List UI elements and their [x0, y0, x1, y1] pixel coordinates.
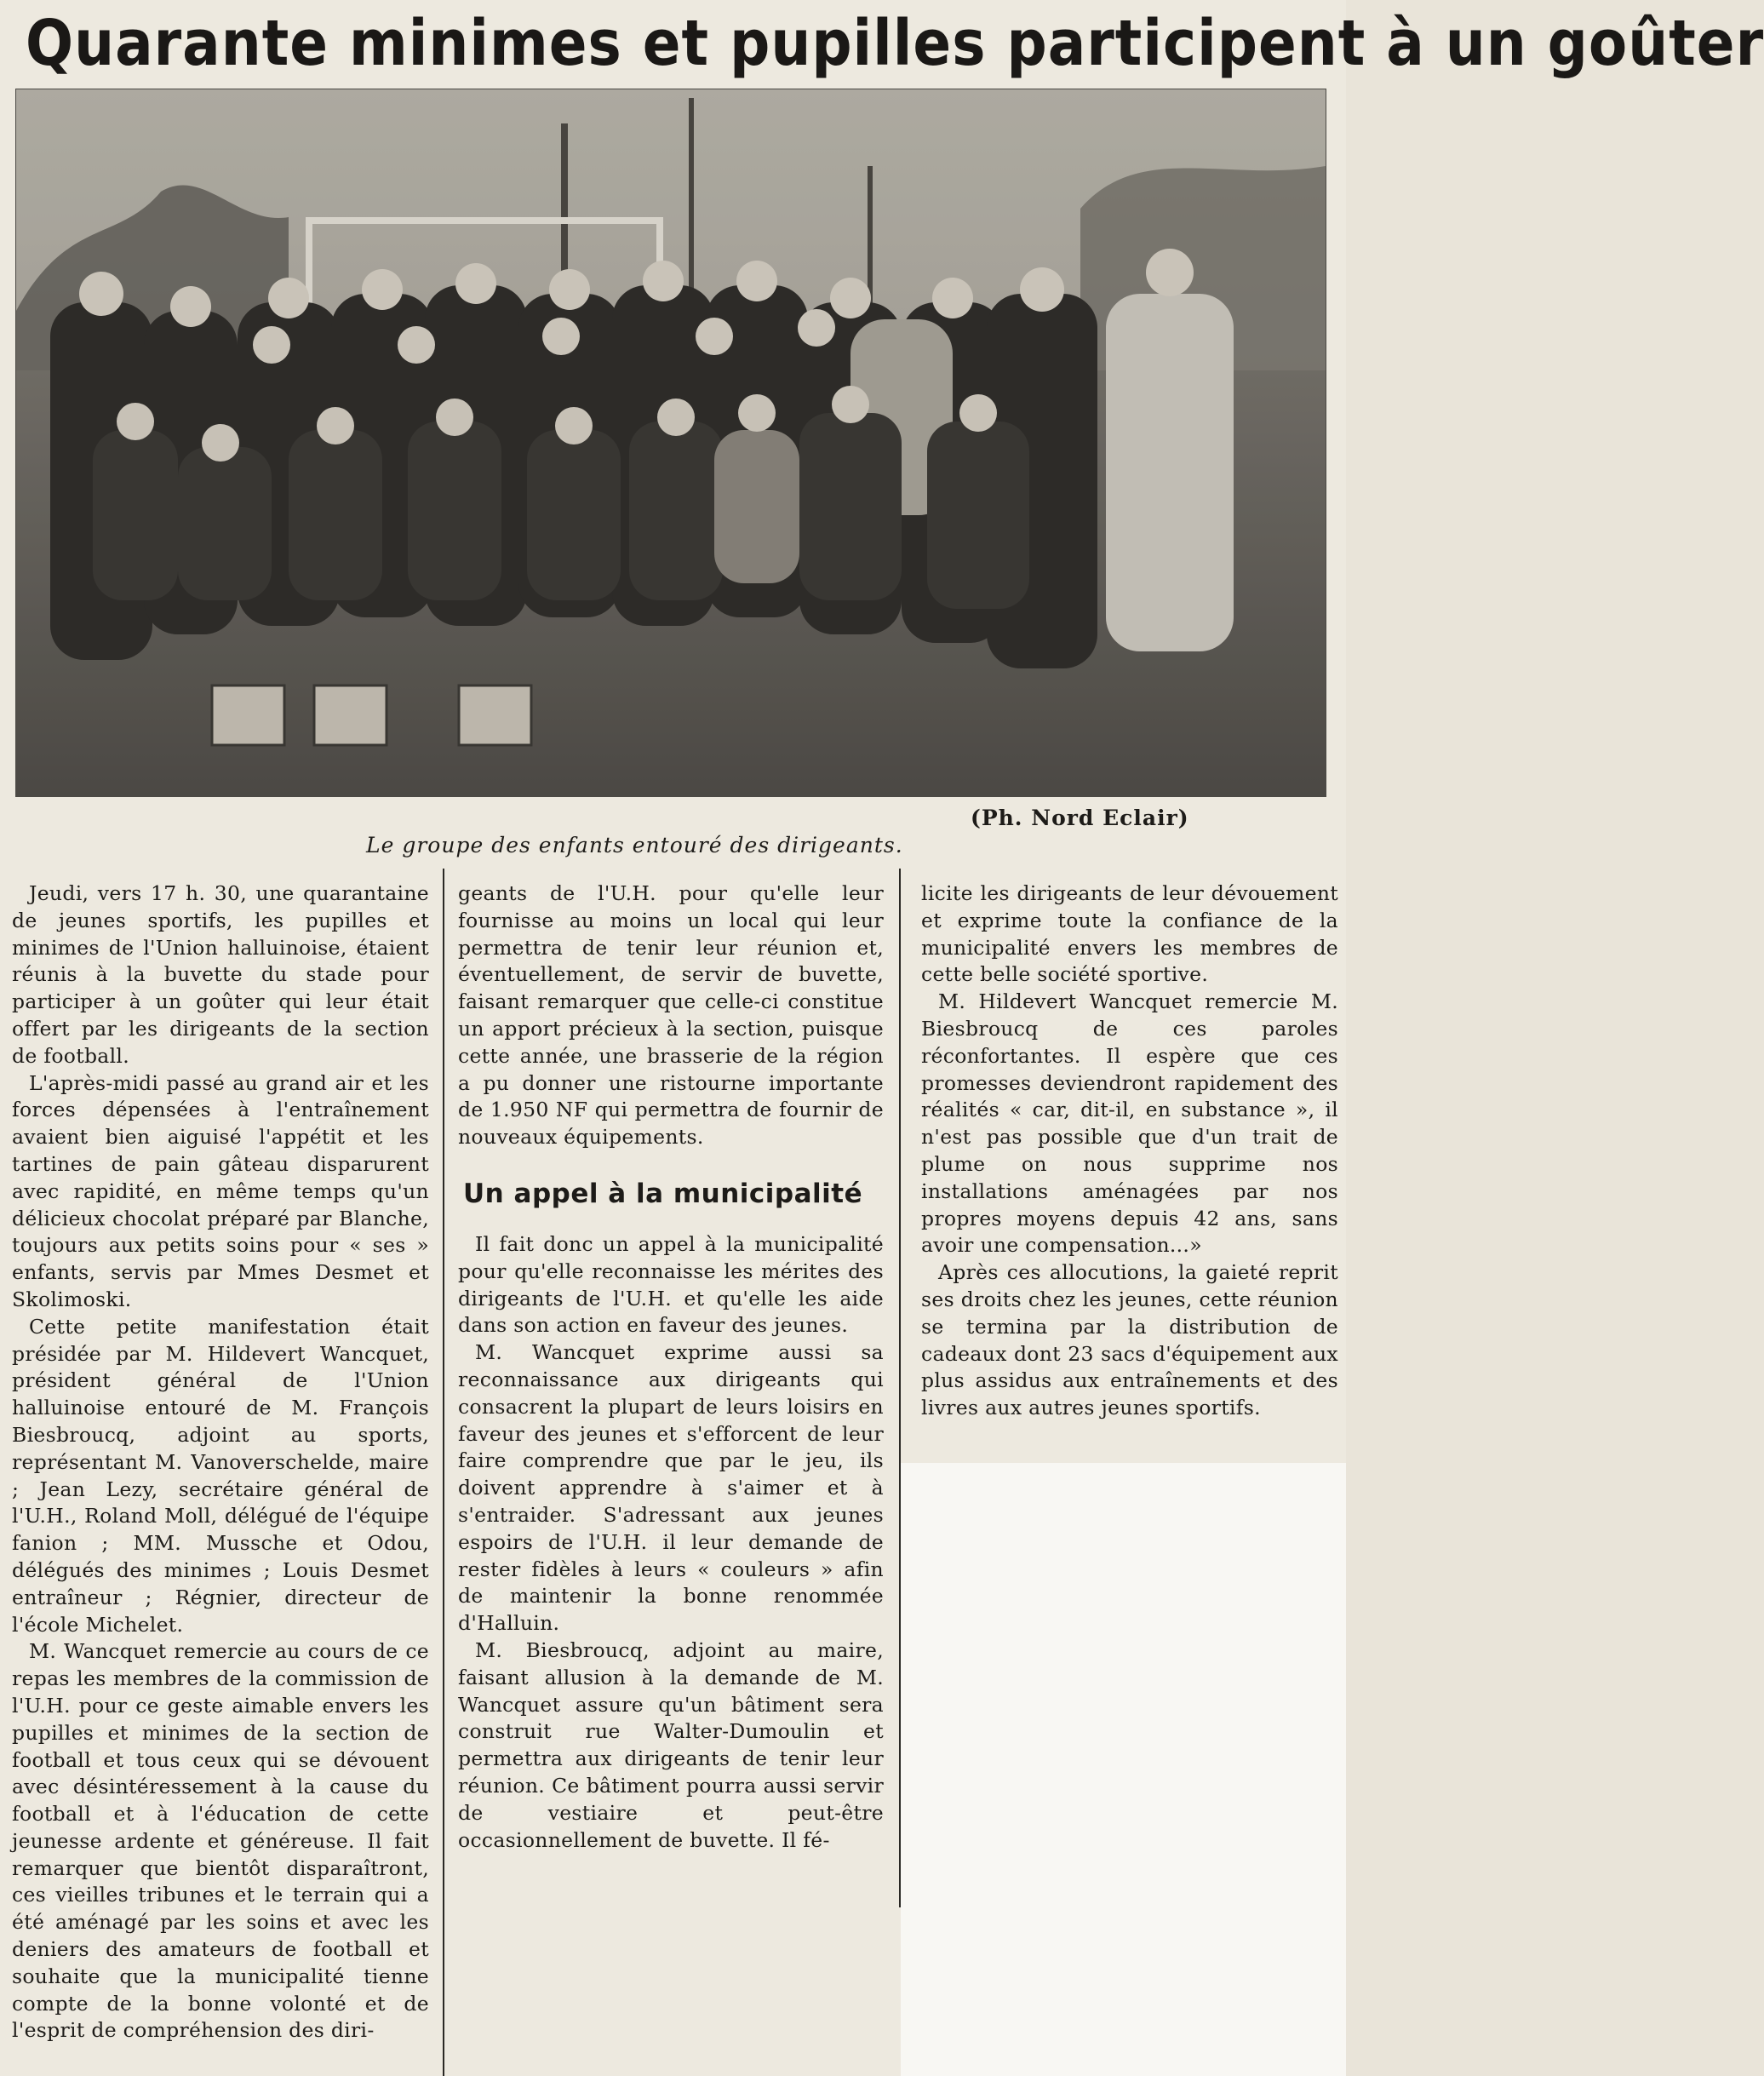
- photo-credit: (Ph. Nord Eclair): [971, 806, 1189, 830]
- photo-caption: Le groupe des enfants entouré des dirigeants.: [366, 833, 903, 857]
- column1-paragraph-2: L'après-midi passé au grand air et les forces dépensées à l'entraînement avaient bien aiguisé l'appétit et les tartines de pain gâteau disparurent avec rapidité, en même temps qu'un délicieux chocolat préparé par Blanche, toujours aux petits soins pour « ses » enfants, servis par Mmes Desmet et Skolimoski.: [12, 1070, 429, 1311]
- column2-paragraph-2: Il fait donc un appel à la municipalité pour qu'elle reconnaisse les mérites des dirigeants de l'U.H. et qu'elle les aide dans son action en faveur des jeunes.: [458, 1231, 884, 1338]
- headline: Quarante minimes et pupilles participent à un goûter: [26, 6, 1764, 81]
- article-column-3: [921, 880, 1338, 1422]
- blank-paper-area: [901, 1463, 1346, 2076]
- column3-paragraph-3: Après ces allocutions, la gaieté reprit ses droits chez les jeunes, cette réunion se termina par la distribution de cadeaux dont 23 sacs d'équipement aux plus assidus aux entraînements et des livres aux autres jeunes sportifs.: [921, 1260, 1338, 1420]
- column1-paragraph-1: Jeudi, vers 17 h. 30, une quarantaine de jeunes sportifs, les pupilles et minimes de l'Union halluinoise, étaient réunis à la buvette du stade pour participer à un goûter qui leur était offert par les dirigeants de la section de football.: [12, 881, 429, 1068]
- column1-paragraph-4: M. Wancquet remercie au cours de ce repas les membres de la commission de l'U.H. pour ce geste aimable envers les pupilles et minimes de la section de football et tous ceux qui se dévouent avec désintéressement à la cause du football et à l'éducation de cette jeunesse ardente et généreuse. Il fait remarquer que bientôt disparaîtront, ces vieilles tribunes et le terrain qui a été aménagé par les soins et avec les deniers des amateurs de football et souhaite que la municipalité tienne compte de la bonne volonté et de l'esprit de compréhension des diri-: [12, 1639, 429, 2043]
- subheading: Un appel à la municipalité: [463, 1178, 863, 1209]
- article-column-2: [458, 880, 884, 1854]
- group-photo: [15, 89, 1326, 797]
- column2-paragraph-4: M. Biesbroucq, adjoint au maire, faisant allusion à la demande de M. Wancquet assure qu'un bâtiment sera construit rue Walter-Dumoulin et permettra aux dirigeants de tenir leur réunion. Ce bâtiment pourra aussi servir de vestiaire et peut-être occasionnellement de buvette. Il fé-: [458, 1637, 884, 1852]
- column3-paragraph-2: M. Hildevert Wancquet remercie M. Biesbroucq de ces paroles réconfortantes. Il espère que ces promesses deviendront rapidement des réalités « car, dit-il, en substance », il n'est pas possible que d'un trait de plume on nous supprime nos installations aménagées par nos propres moyens depuis 42 ans, sans avoir une compensation...»: [921, 989, 1338, 1258]
- column3-paragraph-1: licite les dirigeants de leur dévouement et exprime toute la confiance de la municipalité envers les membres de cette belle société sportive.: [921, 881, 1338, 987]
- column-divider-1: [443, 869, 444, 2076]
- group-photo-illustration: [16, 89, 1326, 796]
- column1-paragraph-3: Cette petite manifestation était présidée par M. Hildevert Wancquet, président général de l'Union halluinoise entouré de M. François Biesbroucq, adjoint au sports, représentant M. Vanoverschelde, maire ; Jean Lezy, secrétaire général de l'U.H., Roland Moll, délégué de l'équipe fanion ; MM. Mussche et Odou, délégués des minimes ; Louis Desmet entraîneur ; Régnier, directeur de l'école Michelet.: [12, 1314, 429, 1637]
- column2-paragraph-3: M. Wancquet exprime aussi sa reconnaissance aux dirigeants qui consacrent la plupart de leurs loisirs en faveur des jeunes et s'efforcent de leur faire comprendre que par le jeu, ils doivent apprendre à s'aimer et à s'entraider. S'adressant aux jeunes espoirs de l'U.H. il leur demande de rester fidèles à leurs « couleurs » afin de maintenir la bonne renommée d'Halluin.: [458, 1340, 884, 1636]
- column2-paragraph-1: geants de l'U.H. pour qu'elle leur fournisse au moins un local qui leur permettra de tenir leur réunion et, éventuellement, de servir de buvette, faisant remarquer que celle-ci constitue un apport précieux à la section, puisque cette année, une brasserie de la région a pu donner une ristourne importante de 1.950 NF qui permettra de fournir de nouveaux équipements.: [458, 881, 884, 1150]
- article-column-1: [12, 880, 429, 2044]
